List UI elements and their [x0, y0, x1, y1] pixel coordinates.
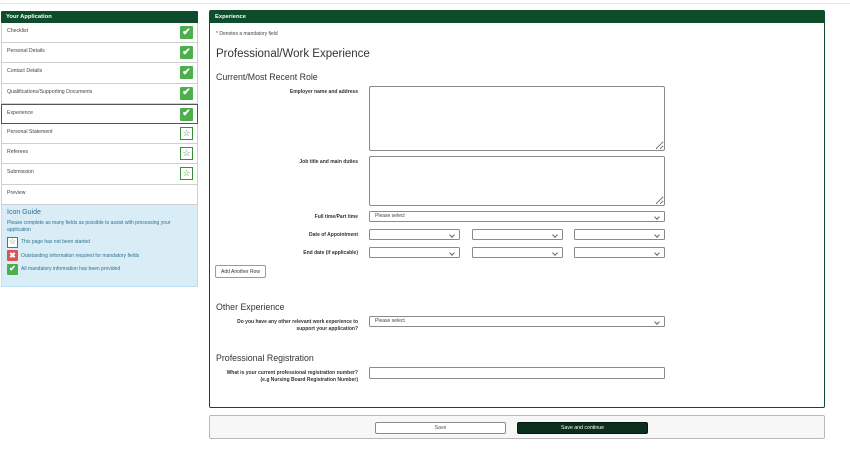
chevron-down-icon — [654, 319, 660, 325]
end-day-select[interactable] — [369, 247, 460, 258]
question-line: What is your current professional registration number? — [226, 370, 358, 376]
cross-icon: ✖ — [7, 250, 18, 261]
question-line: (e.g Nursing Board Registration Number) — [260, 377, 358, 383]
appointment-year-select[interactable] — [574, 229, 665, 240]
form-footer — [209, 415, 825, 439]
sidebar-item-submission[interactable] — [1, 164, 198, 184]
save-button[interactable]: Save — [375, 422, 506, 434]
sidebar-item-label: Personal Statement — [7, 128, 53, 135]
job-title-textarea[interactable] — [369, 156, 665, 206]
sidebar-item-personal-details[interactable] — [1, 43, 198, 63]
icon-guide-description: Please complete as many fields as possible to assist with processing your application — [7, 219, 171, 233]
page-title: Professional/Work Experience — [216, 48, 370, 60]
question-line: Do you have any other relevant work experience to — [237, 319, 358, 325]
checkmark-icon: ✔ — [180, 87, 193, 100]
sidebar-item-label: Submission — [7, 169, 34, 176]
guide-not-started-row — [7, 236, 192, 250]
sidebar-title: Your Application — [1, 11, 198, 23]
not-started-icon: ☆ — [180, 167, 193, 180]
chevron-down-icon — [449, 250, 455, 256]
guide-complete-row — [7, 263, 192, 277]
other-experience-select[interactable] — [369, 316, 665, 327]
sidebar-item-label: Checklist — [7, 28, 29, 34]
sidebar-item-preview[interactable] — [1, 185, 198, 205]
sidebar-item-experience[interactable] — [1, 104, 198, 124]
select-value: Please select — [375, 318, 405, 324]
chevron-down-icon — [449, 232, 455, 238]
not-started-icon: ☆ — [180, 147, 193, 160]
end-month-select[interactable] — [472, 247, 563, 258]
registration-question — [227, 370, 358, 384]
sidebar-item-label: Preview — [7, 189, 26, 196]
sidebar-item-label: Experience — [7, 109, 33, 116]
section-heading-other-experience: Other Experience — [216, 302, 285, 312]
checkmark-icon: ✔ — [180, 108, 193, 121]
sidebar-item-personal-statement[interactable] — [1, 124, 198, 144]
icon-guide — [1, 205, 198, 287]
guide-outstanding-text: Outstanding information required for mandatory fields — [21, 252, 140, 259]
not-started-icon: ☆ — [180, 127, 193, 140]
application-sidebar — [1, 11, 198, 287]
chevron-down-icon — [654, 214, 660, 220]
employer-textarea[interactable] — [369, 86, 665, 151]
chevron-down-icon — [654, 250, 660, 256]
select-value: Please select — [375, 213, 405, 219]
full-time-label: Full time/Part time — [314, 214, 358, 220]
sidebar-item-label: Personal Details — [7, 48, 45, 55]
panel-header: Experience — [210, 11, 824, 23]
guide-not-started-text: This page has not been started — [21, 239, 90, 246]
chevron-down-icon — [552, 232, 558, 238]
sidebar-item-label: Referees — [7, 149, 29, 156]
end-date-label: End date (if applicable) — [303, 250, 358, 256]
appointment-month-select[interactable] — [472, 229, 563, 240]
checkmark-icon: ✔ — [180, 46, 193, 59]
add-another-row-button[interactable]: Add Another Row — [215, 265, 266, 278]
sidebar-item-referees[interactable] — [1, 144, 198, 164]
other-experience-question — [237, 319, 358, 333]
employer-label: Employer name and address — [289, 89, 358, 95]
sidebar-item-checklist[interactable] — [1, 23, 198, 43]
section-heading-current-role: Current/Most Recent Role — [216, 72, 318, 82]
guide-outstanding-row — [7, 249, 192, 263]
top-divider — [0, 0, 850, 4]
chevron-down-icon — [552, 250, 558, 256]
checkmark-icon: ✔ — [180, 26, 193, 39]
sidebar-item-label: Contact Details — [7, 68, 43, 75]
full-time-select[interactable] — [369, 211, 665, 222]
guide-complete-text: All mandatory information has been provided — [21, 266, 121, 273]
question-line: support your application? — [296, 326, 358, 332]
experience-panel — [209, 10, 825, 408]
icon-guide-title: Icon Guide — [7, 208, 41, 216]
chevron-down-icon — [654, 232, 660, 238]
sidebar-item-label: Qualifications/Supporting Documents — [7, 88, 93, 95]
mandatory-note: * Denotes a mandatory field — [216, 31, 278, 37]
job-title-label: Job title and main duties — [299, 159, 358, 165]
appointment-date-label: Date of Appointment — [309, 232, 358, 238]
checkmark-icon: ✔ — [180, 66, 193, 79]
save-and-continue-button[interactable]: Save and continue — [517, 422, 648, 434]
checkmark-icon: ✔ — [7, 264, 18, 275]
section-heading-registration: Professional Registration — [216, 353, 314, 363]
sidebar-item-contact-details[interactable] — [1, 63, 198, 83]
sidebar-item-qualifications[interactable] — [1, 84, 198, 104]
appointment-day-select[interactable] — [369, 229, 460, 240]
end-year-select[interactable] — [574, 247, 665, 258]
not-started-icon: ☆ — [8, 237, 17, 247]
registration-number-input[interactable] — [369, 367, 665, 379]
